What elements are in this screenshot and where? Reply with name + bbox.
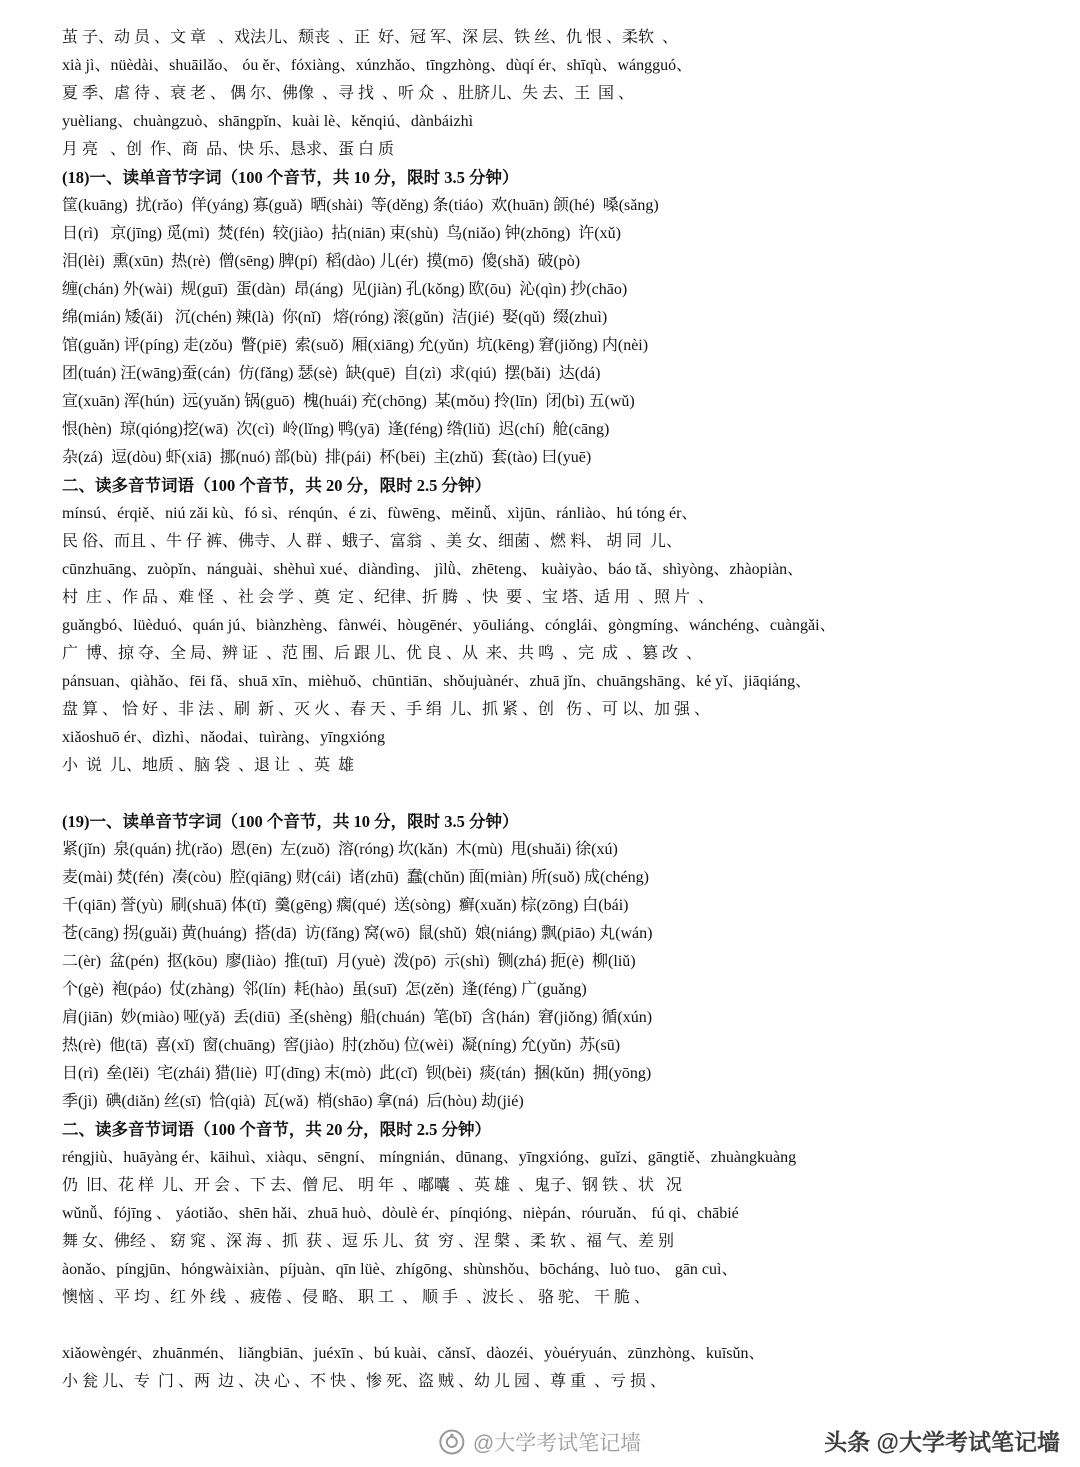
text-line: 热(rè) 他(tā) 喜(xǐ) 窗(chuāng) 窖(jiào) 肘(zhǒu) 位(wèi) 凝(níng) 允(yǔn) 苏(sū): [62, 1037, 621, 1054]
text-line: 二(èr) 盆(pén) 抠(kōu) 廖(liào) 推(tuī) 月(yuè) 泼(pō) 示(shì) 铡(zhá) 扼(è) 柳(liǔ): [62, 953, 636, 970]
right-watermark-text: 头条 @大学考试笔记墙: [824, 1429, 1060, 1455]
text-line: 筐(kuāng) 扰(rǎo) 佯(yáng) 寡(guǎ) 晒(shài) 等(děng) 条(tiáo) 欢(huān) 颌(hé) 嗓(sǎng): [62, 197, 659, 214]
text-line: 紧(jǐn) 泉(quán) 扰(rǎo) 恩(ēn) 左(zuǒ) 溶(róng) 坎(kǎn) 木(mù) 甩(shuǎi) 徐(xú): [62, 841, 618, 858]
footer: [0, 1421, 1080, 1461]
text-line: 村 庄 、作 品 、难 怪 、社 会 学 、奠 定 、纪律、折 腾 、快 要 、宝 塔、适 用 、照 片 、: [62, 589, 715, 606]
document-lines: [62, 24, 1022, 1396]
section-heading: (18)一、读单音节字词（100 个音节，共 10 分，限时 3.5 分钟）: [62, 168, 519, 187]
text-line: 月 亮 、创 作、商 品、快 乐、恳求、蛋 白 质: [62, 141, 395, 158]
text-line: mínsú、érqiě、niú zǎi kù、fó sì、rénqún、é zi、fùwēng、měinǚ、xìjūn、ránliào、hú tóng ér、: [62, 505, 698, 522]
text-line: 小 瓮 儿、专 门 、两 边 、决 心 、不 快 、惨 死、盗 贼 、幼 儿 园 、尊 重 、亏 损 、: [62, 1373, 667, 1390]
text-line: 日(rì) 京(jīng) 觅(mì) 焚(fén) 较(jiào) 拈(niān) 束(shù) 鸟(niǎo) 钟(zhōng) 许(xǔ): [62, 225, 621, 242]
text-line: 恨(hèn) 琼(qióng)挖(wā) 次(cì) 岭(lǐng) 鸭(yā) 逢(féng) 绺(liǔ) 迟(chí) 舱(cāng): [62, 421, 610, 438]
text-line: 茧 子、动 员 、文 章 、戏法儿、颓丧 、正 好、冠 军、深 层、铁 丝、仇 恨 、柔软 、: [62, 29, 679, 46]
text-line: 民 俗、而且 、牛 仔 裤、佛寺、人 群 、蛾子、富翁 、美 女、细菌 、燃 料、 胡 同 儿、: [62, 533, 683, 550]
text-line: yuèliang、chuàngzuò、shāngpǐn、kuài lè、kěnqiú、dànbáizhì: [62, 113, 474, 130]
text-line: 馆(guǎn) 评(píng) 走(zǒu) 瞥(piē) 索(suǒ) 厢(xiāng) 允(yǔn) 坑(kēng) 窘(jiǒng) 内(nèi): [62, 337, 649, 354]
center-watermark: [439, 1427, 641, 1457]
text-line: 麦(mài) 焚(fén) 凑(còu) 腔(qiāng) 财(cái) 诸(zhū) 蠢(chǔn) 面(miàn) 所(suǒ) 成(chéng): [62, 869, 649, 886]
text-line: wǔnǚ、fójīng 、 yáotiǎo、shēn hǎi、zhuā huò、dòulè ér、pínqióng、nièpán、róuruǎn、 fú qi、chābié: [62, 1205, 739, 1222]
center-watermark-text: @大学考试笔记墙: [472, 1432, 642, 1455]
section-heading: (19)一、读单音节字词（100 个音节，共 10 分，限时 3.5 分钟）: [62, 812, 519, 831]
text-line: xiǎoshuō ér、dìzhì、nǎodai、tuìràng、yīngxióng: [62, 729, 386, 746]
text-line: 团(tuán) 汪(wāng)蚕(cán) 仿(fǎng) 瑟(sè) 缺(quē) 自(zì) 求(qiú) 摆(bǎi) 达(dá): [62, 365, 601, 382]
right-watermark: [824, 1424, 1060, 1457]
text-line: 仍 旧、花 样 儿、开 会 、下 去、僧 尼、 明 年 、嘟囔 、英 雄 、鬼子、钢 铁 、状 况: [62, 1177, 683, 1194]
text-line: guǎngbó、lüèduó、quán jú、biànzhèng、fànwéi、hòugēnér、yōuliáng、cónglái、gòngmíng、wánchéng、cuàngǎi、: [62, 617, 836, 634]
text-line: àonǎo、píngjūn、hóngwàixiàn、píjuàn、qīn lüè、zhígōng、shùnshǒu、bōcháng、luò tuo、 gān cuì、: [62, 1261, 738, 1278]
text-line: cūnzhuāng、zuòpǐn、nánguài、shèhuì xué、diàndìng、 jìlǜ、zhēteng、 kuàiyào、báo tǎ、shìyòng、zhàopiàn、: [62, 561, 804, 578]
text-line: [62, 1312, 1022, 1340]
text-line: 小 说 儿、地质 、脑 袋 、退 让 、英 雄: [62, 757, 355, 774]
section-heading: 二、读多音节词语（100 个音节，共 20 分，限时 2.5 分钟）: [62, 1120, 491, 1139]
text-line: 盘 算 、 恰 好 、非 法 、刷 新 、灭 火 、春 天 、手 绢 儿、抓 紧 、创 伤 、可 以、加 强 、: [62, 701, 711, 718]
text-line: 季(jì) 碘(diǎn) 丝(sī) 恰(qià) 瓦(wǎ) 梢(shāo) 拿(ná) 后(hòu) 劫(jié): [62, 1093, 524, 1110]
text-line: 绵(mián) 矮(ǎi) 沉(chén) 辣(là) 你(nǐ) 熔(róng) 滚(gǔn) 洁(jié) 娶(qǔ) 缀(zhuì): [62, 309, 608, 326]
text-line: [62, 780, 1022, 808]
text-line: 缠(chán) 外(wài) 规(guī) 蛋(dàn) 昂(áng) 见(jiàn) 孔(kǒng) 欧(ōu) 沁(qìn) 抄(chāo): [62, 281, 628, 298]
text-line: réngjiù、huāyàng ér、kāihuì、xiàqu、sēngní、 míngnián、dūnang、yīngxióng、guǐzi、gāngtiě、zhuàngkuàng: [62, 1149, 797, 1166]
text-line: 夏 季、虐 待 、衰 老 、 偶 尔、佛像 、寻 找 、听 众 、肚脐儿、失 去、王 国 、: [62, 85, 635, 102]
text-line: 苍(cāng) 拐(guǎi) 黄(huáng) 搭(dā) 访(fǎng) 窝(wō) 鼠(shǔ) 娘(niáng) 飘(piāo) 丸(wán): [62, 925, 653, 942]
text-line: 宣(xuān) 浑(hún) 远(yuǎn) 锅(guō) 槐(huái) 充(chōng) 某(mǒu) 拎(līn) 闭(bì) 五(wǔ): [62, 393, 635, 410]
camera-icon: [439, 1429, 465, 1455]
text-line: 泪(lèi) 熏(xūn) 热(rè) 僧(sēng) 脾(pí) 稻(dào) 儿(ér) 摸(mō) 傻(shǎ) 破(pò): [62, 253, 581, 270]
text-line: 懊恼 、平 均 、红 外 线 、疲倦 、侵 略、 职 工 、 顺 手 、波长 、 骆 驼、 干 脆 、: [62, 1289, 651, 1306]
section-heading: 二、读多音节词语（100 个音节，共 20 分，限时 2.5 分钟）: [62, 476, 491, 495]
text-line: 千(qiān) 誉(yù) 刷(shuā) 体(tǐ) 羹(gēng) 瘸(qué) 送(sòng) 癣(xuǎn) 棕(zōng) 白(bái): [62, 897, 629, 914]
text-line: pánsuan、qiàhǎo、fēi fǎ、shuā xīn、mièhuǒ、chūntiān、shǒujuànér、zhuā jǐn、chuāngshāng、ké yǐ、jiāqiáng、: [62, 673, 812, 690]
text-line: 个(gè) 袍(páo) 仗(zhàng) 邻(lín) 耗(hào) 虽(suī) 怎(zěn) 逢(féng) 广(guǎng): [62, 981, 587, 998]
text-line: 日(rì) 垒(lěi) 宅(zhái) 猎(liè) 叮(dīng) 末(mò) 此(cǐ) 钡(bèi) 痰(tán) 捆(kǔn) 拥(yōng): [62, 1065, 652, 1082]
text-line: 舞 女、佛经 、 窈 窕 、深 海 、抓 获 、逗 乐 儿、贫 穷 、涅 槃 、柔 软 、福 气、差 别: [62, 1233, 675, 1250]
text-line: 广 博、掠 夺、全 局、辨 证 、范 围、后 跟 儿、优 良 、从 来、共 鸣 、完 成 、篡 改 、: [62, 645, 703, 662]
text-line: 杂(zá) 逗(dòu) 虾(xiā) 挪(nuó) 部(bù) 排(pái) 杯(bēi) 主(zhǔ) 套(tào) 曰(yuē): [62, 449, 592, 466]
text-line: 肩(jiān) 妙(miào) 哑(yǎ) 丢(diū) 圣(shèng) 船(chuán) 笔(bǐ) 含(hán) 窘(jiǒng) 循(xún): [62, 1009, 653, 1026]
text-line: xià jì、nüèdài、shuāilǎo、 óu ěr、fóxiàng、xúnzhǎo、tīngzhòng、dùqí ér、shīqù、wángguó、: [62, 57, 693, 74]
text-line: xiǎowèngér、zhuānmén、 liǎngbiān、juéxīn 、bú kuài、cǎnsǐ、dàozéi、yòuéryuán、zūnzhòng、kuīsǔn、: [62, 1345, 765, 1362]
